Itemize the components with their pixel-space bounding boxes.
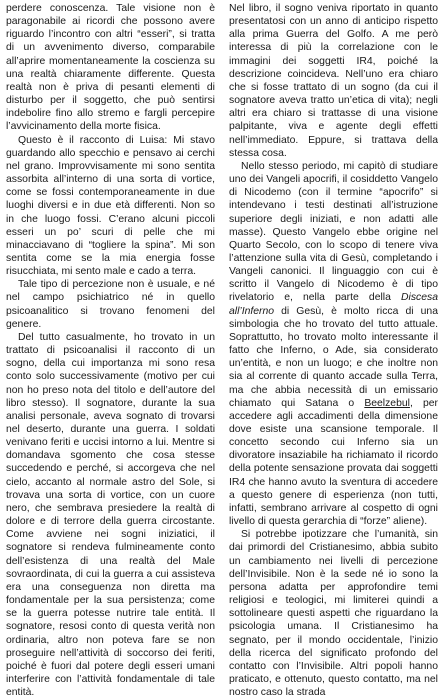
paragraph: perdere conoscenza. Tale visione non è paragonabile ai ricordi che possono avere riguardo l’incontro con altri “esseri”, si tratta di un avvenimento diverso, comparabile all’aprire momentaneamente la coscienza su una realtà chiaramente differente. Questa realtà non è priva di pesanti elementi di disturbo per il soggetto, che può sentirsi indebolire fino allo stremo e fargli percepire l’avvicinamento della morte fisica.	[6, 3, 215, 133]
book-section-title: Discesa all’Inferno	[229, 292, 438, 317]
text-run: di Gesù, è molto ricca di una simbologia che ho trovato del tutto attuale. Soprattutto, ho trovato molto interessante il fatto che Inferno, o Ade, sia considerato un’entità, e non un luogo; e che inoltre non sia al corrente di quanto accade sulla Terra, ma che abbia necessità di un emissario chiamato qui Satana o	[229, 305, 438, 409]
paragraph: Del tutto casualmente, ho trovato in un trattato di psicoanalisi il racconto di un sogno, della cui importanza mi sono resa conto solo successivamente (motivo per cui non ho preso nota del titolo e dell’autore del libro stesso). Il sognatore, durante la sua analisi personale, aveva sognato di trovarsi nel deserto, durante una guerra. I soldati venivano feriti e uccisi intorno a lui. Mentre si domandava sgomento che cosa stesse succedendo e perché, si accorgeva che nel cielo, accanto al normale astro del Sole, si trovava una sorta di vortice, con un cuore nero, che sembrava presiedere la realtà di dolore e di terrore della guerra circostante. Come avviene nei sogni iniziatici, il sognatore si rendeva fulmineamente conto dell’esistenza di una realtà del Male sovraordinata, di cui la guerra a cui assisteva era una conseguenza non diretta ma fondamentale per la sua persistenza; come se la guerra potesse nutrire tale entità. Il sognatore, resosi conto di questa verità non ordinaria, altro non poteva fare se non proseguire nell’attività di soccorso dei feriti, poiché è fuori dal potere degli esseri umani interferire con l’attività fondamentale di tale entità.	[6, 331, 215, 699]
left-column	[6, 2, 215, 699]
paragraph: Nel libro, il sogno veniva riportato in quanto presentatosi con un anno di anticipo rispetto alla prima Guerra del Golfo. A me però interessa di più la correlazione con le immagini dei soggetti IR4, poiché la descrizione coincideva. Nell’uno era chiaro che si fosse trattato di un sogno (da cui il sognatore aveva tratto un’etica di vita); negli altri era chiaro si trattasse di una visione palpitante, viva e agente degli effetti nell’immediato. Eppure, si trattava della stessa cosa.	[229, 3, 438, 159]
paragraph: Si potrebbe ipotizzare che l’umanità, sin dai primordi del Cristianesimo, abbia subito un cambiamento nei livelli di percezione dell’Invisibile. Non è la sede né io sono la persona adatta per approfondire temi religiosi e teologici, mi limiterei quindi a sottolineare questi aspetti che riguardano la psicologia umana. Il Cristianesimo ha segnato, per il mondo occidentale, l’inizio della ricerca del significato profondo del contatto con l’Invisibile. Altri popoli hanno praticato, e ottenuto, questo contatto, ma nel nostro caso la strada	[229, 529, 438, 699]
paragraph: Questo è il racconto di Luisa: Mi stavo guardando allo specchio e pensavo ai cerchi nel grano. Improvvisamente mi sono sentita assorbita all’interno di una sorta di vortice, come se fossi contemporaneamente in due luoghi diversi e in due età differenti. Non so in che luogo fossi. C’erano alcuni piccoli esseri un po’ scuri di pelle che mi minacciavano di “togliere la spina”. Mi son sentita come se la mia energia fosse risucchiata, mi sento male e cado a terra.	[6, 134, 215, 278]
right-column	[229, 2, 438, 699]
paragraph: Tale tipo di percezione non è usuale, e né nel campo psichiatrico né in quello psicoanalitico si trovano fenomeni del genere.	[6, 279, 215, 330]
underlined-word: Beelzebul	[364, 397, 410, 409]
text-run: Nello stesso periodo, mi capitò di studiare uno dei Vangeli apocrifi, il cosiddetto Vangelo di Nicodemo (con il termine “apocrifo” si intendevano i testi destinati all’istruzione superiore degli iniziati, e non adatti alle masse). Questo Vangelo ebbe origine nel Quarto Secolo, con lo scopo di tenere viva l’attenzione sulla vita di Gesù, completando i Vangeli canonici. Il linguaggio con cui è scritto il Vangelo di Nicodemo è di tipo rivelatorio e, nella parte della	[229, 160, 438, 304]
text-run: , per accedere agli accadimenti della dimensione dove esiste una scansione temporale. Il concetto secondo cui Inferno sia un divoratore insaziabile ha richiamato il ricordo della potente sensazione provata dai soggetti IR4 che hanno avuto la sventura di accedere a questo genere di esperienza (non tutti, infatti, sembrano arrivare al cospetto di ogni livello di questa gerarchia di “forze” aliene).	[229, 397, 438, 528]
paragraph	[229, 160, 438, 528]
